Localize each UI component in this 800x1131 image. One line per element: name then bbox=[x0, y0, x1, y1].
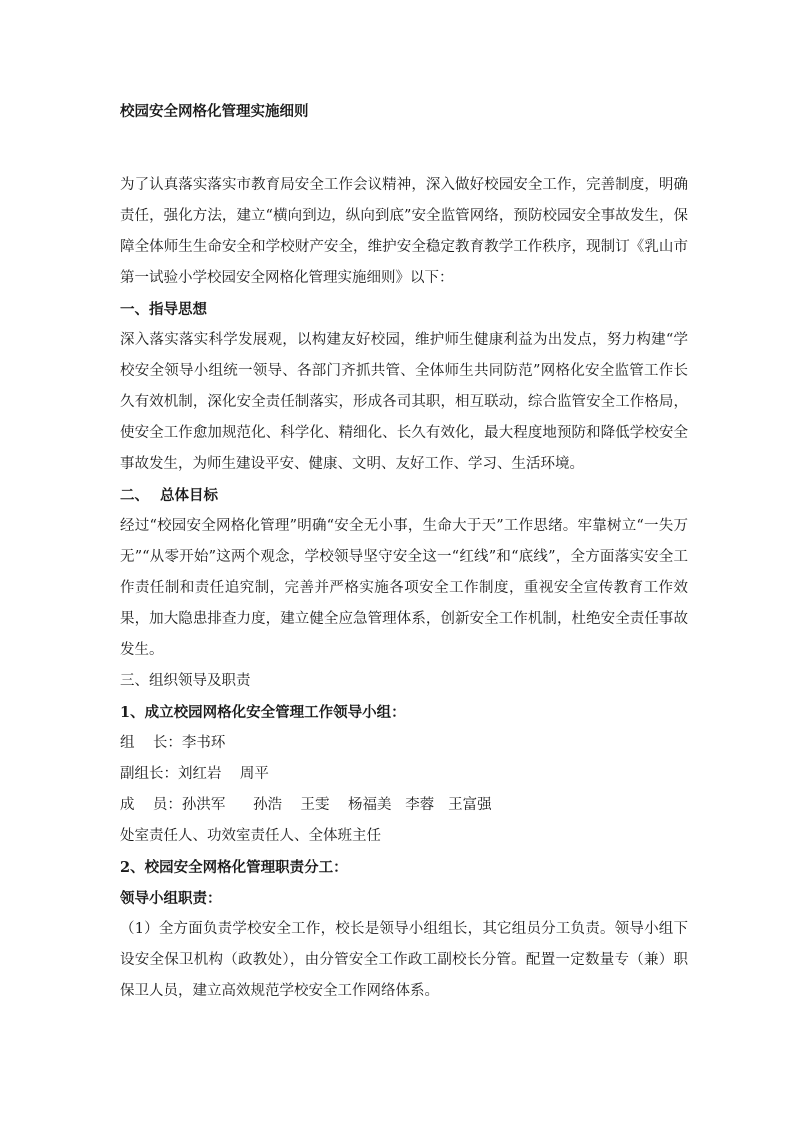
responsible-persons-line: 处室责任人、功效室责任人、全体班主任 bbox=[120, 828, 381, 844]
section-heading-overall-goal bbox=[120, 480, 688, 511]
section-heading-organization: 三、组织领导及职责 bbox=[120, 673, 251, 689]
section-number: 二、 bbox=[120, 487, 149, 504]
document-title: 校园安全网格化管理实施细则 bbox=[120, 103, 309, 120]
subheading-leading-group: 1、成立校园网格化安全管理工作领导小组： bbox=[120, 704, 406, 721]
group-leader-line: 组 长：李书环 bbox=[120, 735, 226, 751]
duty-heading: 领导小组职责： bbox=[120, 890, 222, 907]
document-page bbox=[120, 98, 688, 1007]
duty-item-1: （1）全方面负责学校安全工作，校长是领导小组组长，其它组员分工负责。领导小组下设安全保卫机构（政教处），由分管安全工作政工副校长分管。配置一定数量专（兼）职保卫人员，建立高效规范学校安全工作网络体系。 bbox=[120, 921, 688, 999]
section-heading-guiding-ideology: 一、指导思想 bbox=[120, 301, 207, 318]
guiding-ideology-paragraph: 深入落实落实科学发展观，以构建友好校园，维护师生健康利益为出发点，努力构建“学校安全领导小组统一领导、各部门齐抓共管、全体师生共同防范”网格化安全监管工作长久有效机制，深化安全责任制落实，形成各司其职，相互联动，综合监管安全工作格局，使安全工作愈加规范化、科学化、精细化、长久有效化，最大程度地预防和降低学校安全事故发生，为师生建设平安、健康、文明、友好工作、学习、生活环境。 bbox=[120, 332, 688, 472]
intro-paragraph: 为了认真落实落实市教育局安全工作会议精神，深入做好校园安全工作，完善制度，明确责任，强化方法，建立“横向到边，纵向到底”安全监管网络，预防校园安全事故发生，保障全体师生生命安全和学校财产安全，维护安全稳定教育教学工作秩序，现制订《乳山市第一试验小学校园安全网格化管理实施细则》以下： bbox=[120, 177, 688, 286]
members-line: 成 员：孙洪军 孙浩 王雯 杨福美 李蓉 王富强 bbox=[120, 797, 492, 813]
overall-goal-paragraph: 经过“校园安全网格化管理”明确“安全无小事，生命大于天”工作思绪。牢靠树立“一失万无”“从零开始”这两个观念，学校领导坚守安全这一“红线”和“底线”，全方面落实安全工作责任制和责任追究制，完善并严格实施各项安全工作制度，重视安全宣传教育工作效果，加大隐患排查力度，建立健全应急管理体系，创新安全工作机制，杜绝安全责任事故发生。 bbox=[120, 518, 688, 658]
deputy-leader-line: 副组长：刘红岩 周平 bbox=[120, 766, 269, 782]
subheading-duty-division: 2、校园安全网格化管理职责分工： bbox=[120, 859, 348, 876]
section-heading-text: 总体目标 bbox=[160, 487, 218, 504]
